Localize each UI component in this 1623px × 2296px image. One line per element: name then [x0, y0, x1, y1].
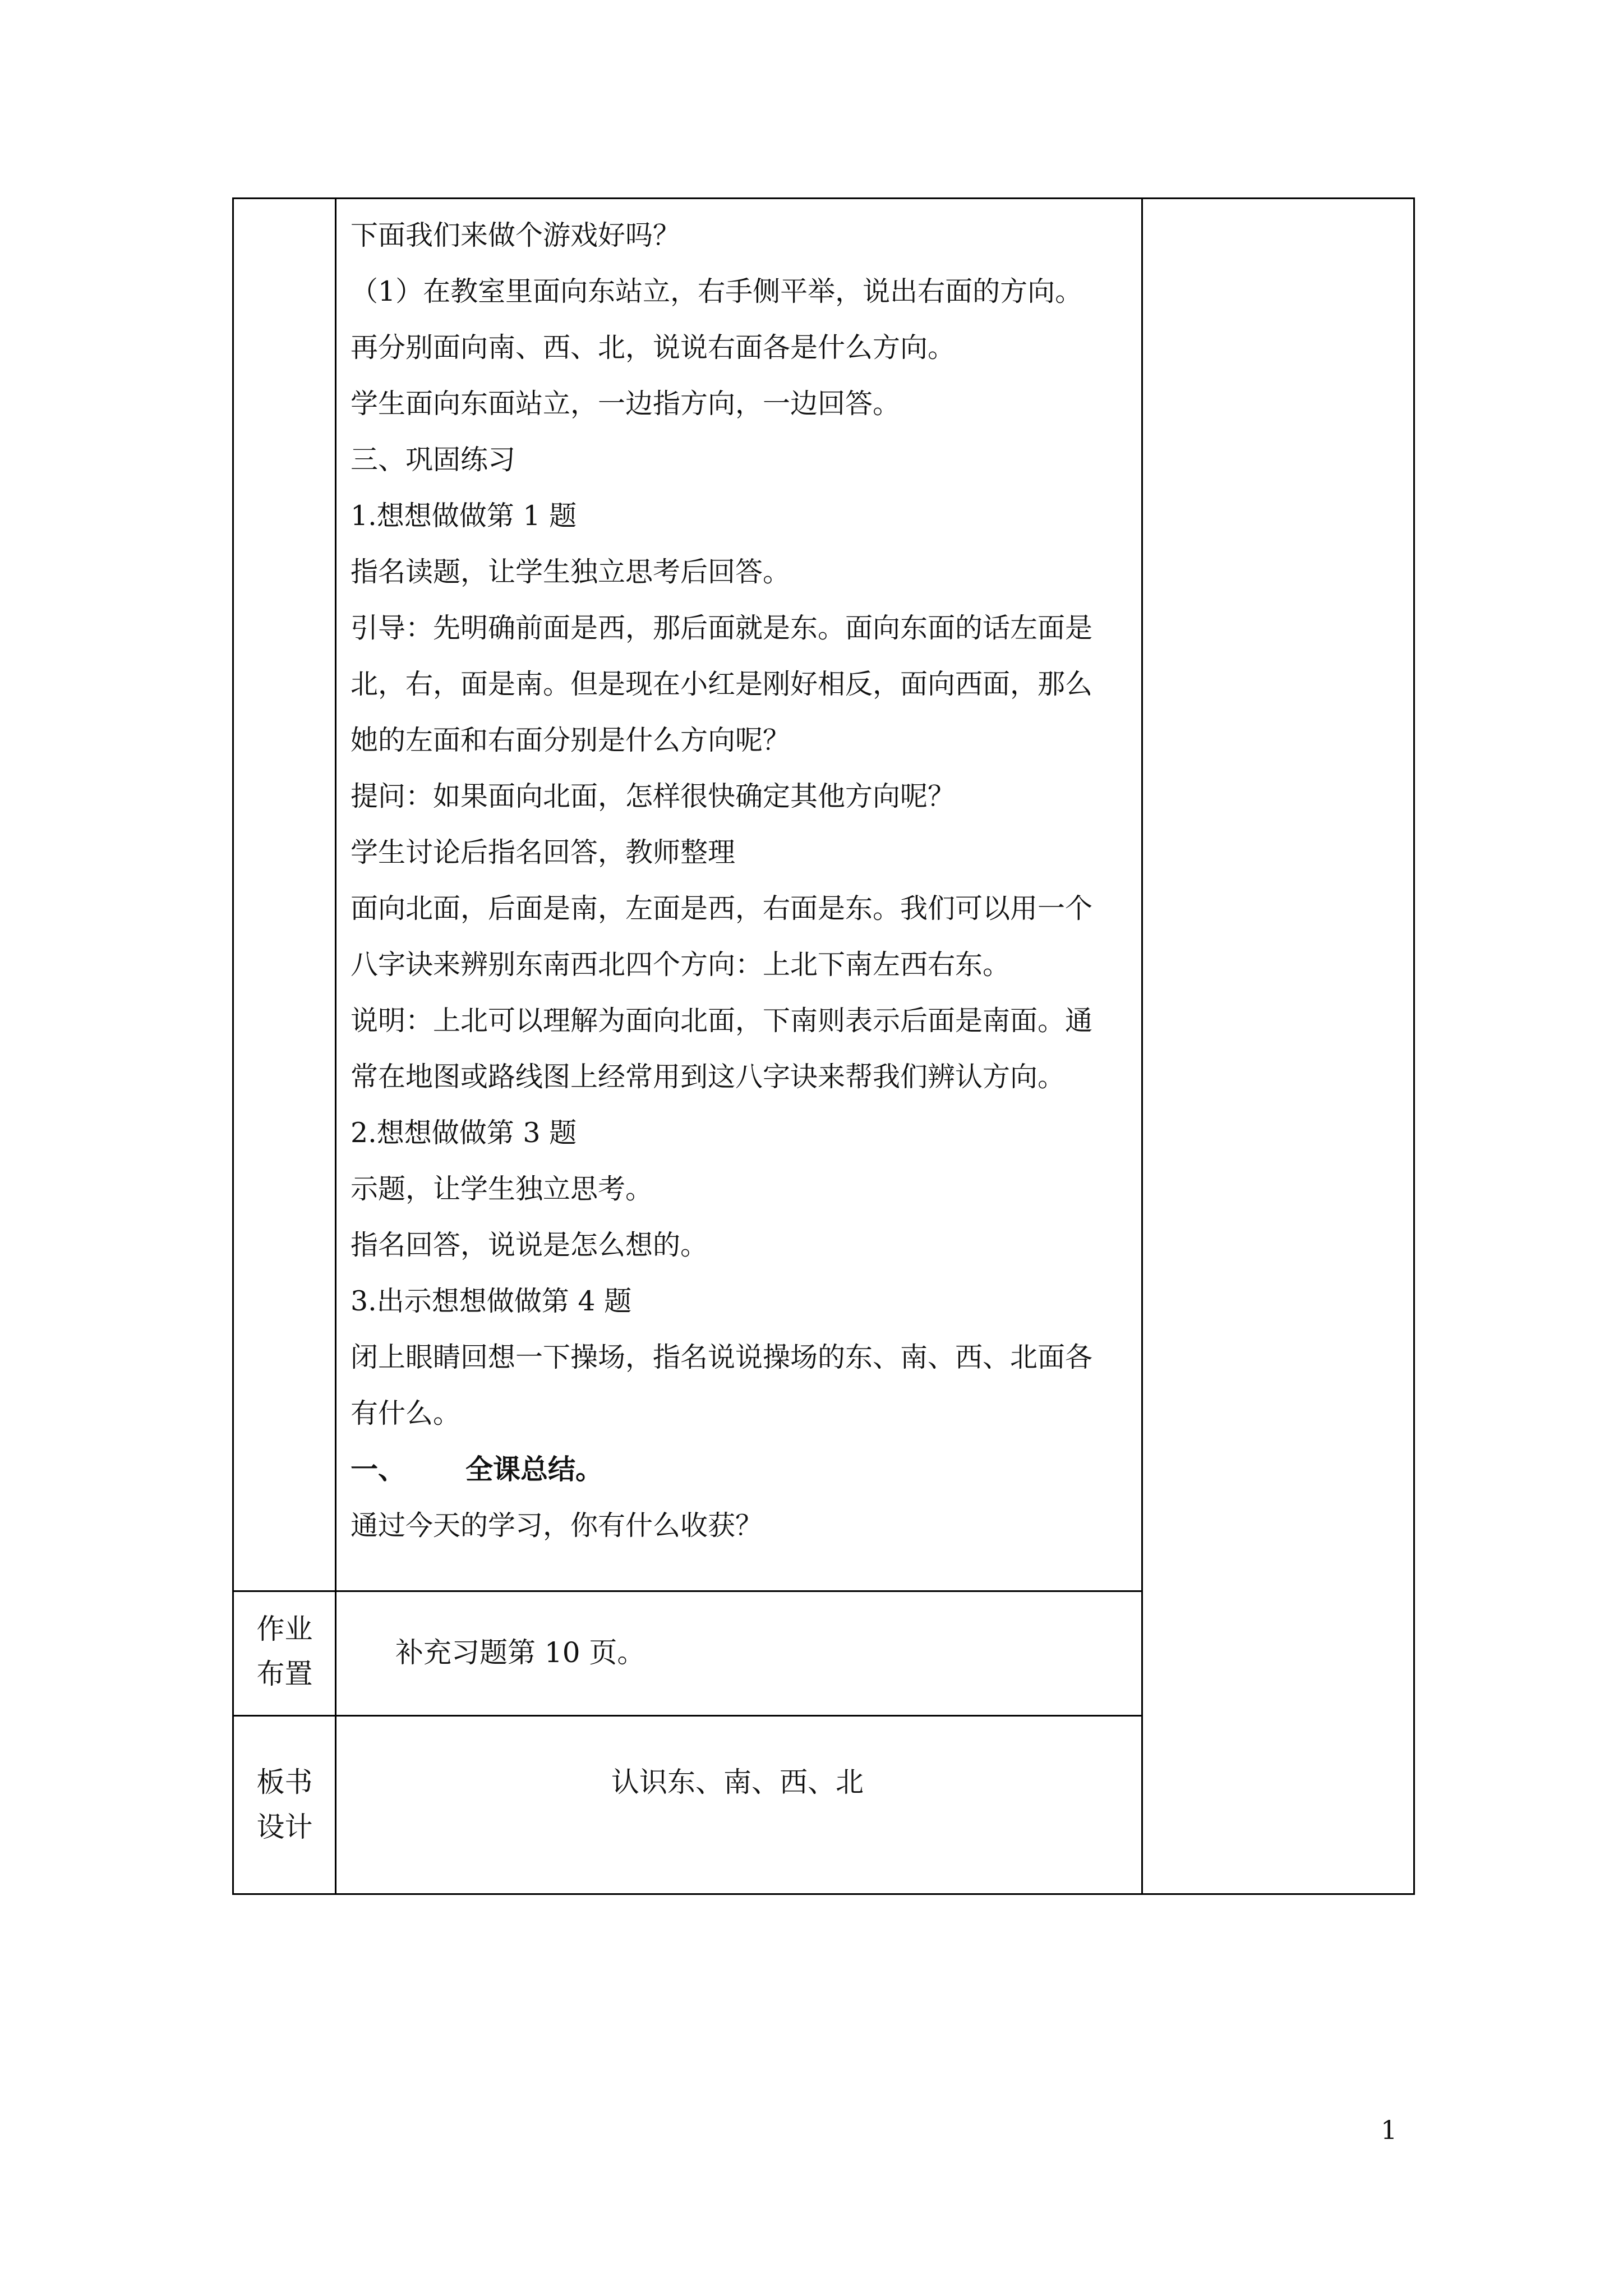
board-title: 认识东、南、西、北 [611, 1766, 864, 1798]
lesson-line: 指名读题，让学生独立思考后回答。 [351, 556, 791, 588]
board-label-line2: 设计 [256, 1811, 313, 1843]
lesson-process-content [351, 208, 1133, 1554]
lesson-line: 学生面向东面站立，一边指方向，一边回答。 [351, 388, 901, 420]
board-label-line1: 板书 [256, 1766, 313, 1798]
section-heading: 三、巩固练习 [351, 444, 516, 476]
homework-label-line1: 作业 [256, 1613, 313, 1645]
lesson-line: 引导：先明确前面是西，那后面就是东。面向东面的话左面是 [351, 612, 1093, 644]
lesson-line: 3.出示想想做做第 4 题 [351, 1285, 632, 1317]
homework-label [234, 1607, 335, 1696]
lesson-line: 再分别面向南、西、北，说说右面各是什么方向。 [351, 332, 956, 364]
summary-heading [351, 1442, 1133, 1498]
summary-text: 通过今天的学习，你有什么收获？ [351, 1510, 763, 1542]
lesson-line: 指名回答，说说是怎么想的。 [351, 1229, 708, 1261]
column-divider-label [335, 199, 336, 1893]
lesson-line: 提问：如果面向北面，怎样很快确定其他方向呢？ [351, 780, 956, 812]
row-divider-board [234, 1715, 1143, 1717]
lesson-line: （1）在教室里面向东站立，右手侧平举，说出右面的方向。 [351, 275, 1083, 307]
page-number: 1 [1381, 2115, 1398, 2145]
column-divider-notes [1141, 199, 1143, 1893]
lesson-line: 下面我们来做个游戏好吗？ [351, 219, 681, 251]
homework-text: 补充习题第 10 页。 [395, 1636, 645, 1669]
lesson-line: 2.想想做做第 3 题 [351, 1117, 577, 1149]
lesson-line: 有什么。 [351, 1397, 461, 1429]
lesson-line: 示题，让学生独立思考。 [351, 1173, 653, 1205]
row-divider-homework [234, 1590, 1143, 1592]
board-label [234, 1760, 335, 1849]
homework-label-line2: 布置 [256, 1658, 313, 1690]
lesson-line: 她的左面和右面分别是什么方向呢？ [351, 724, 791, 756]
lesson-line: 北，右，面是南。但是现在小红是刚好相反，面向西面，那么 [351, 668, 1093, 700]
lesson-line: 八字诀来辨别东南西北四个方向：上北下南左西右东。 [351, 949, 1011, 981]
lesson-line: 常在地图或路线图上经常用到这八字诀来帮我们辨认方向。 [351, 1061, 1066, 1093]
lesson-line: 说明：上北可以理解为面向北面，下南则表示后面是南面。通 [351, 1005, 1093, 1037]
summary-heading-text: 全课总结。 [465, 1453, 603, 1485]
lesson-line: 学生讨论后指名回答，教师整理 [351, 836, 736, 868]
lesson-line: 面向北面，后面是南，左面是西，右面是东。我们可以用一个 [351, 892, 1093, 924]
summary-heading-number: 一、 [351, 1453, 406, 1485]
lesson-line: 1.想想做做第 1 题 [351, 500, 577, 532]
lesson-line: 闭上眼睛回想一下操场，指名说说操场的东、南、西、北面各 [351, 1341, 1093, 1373]
